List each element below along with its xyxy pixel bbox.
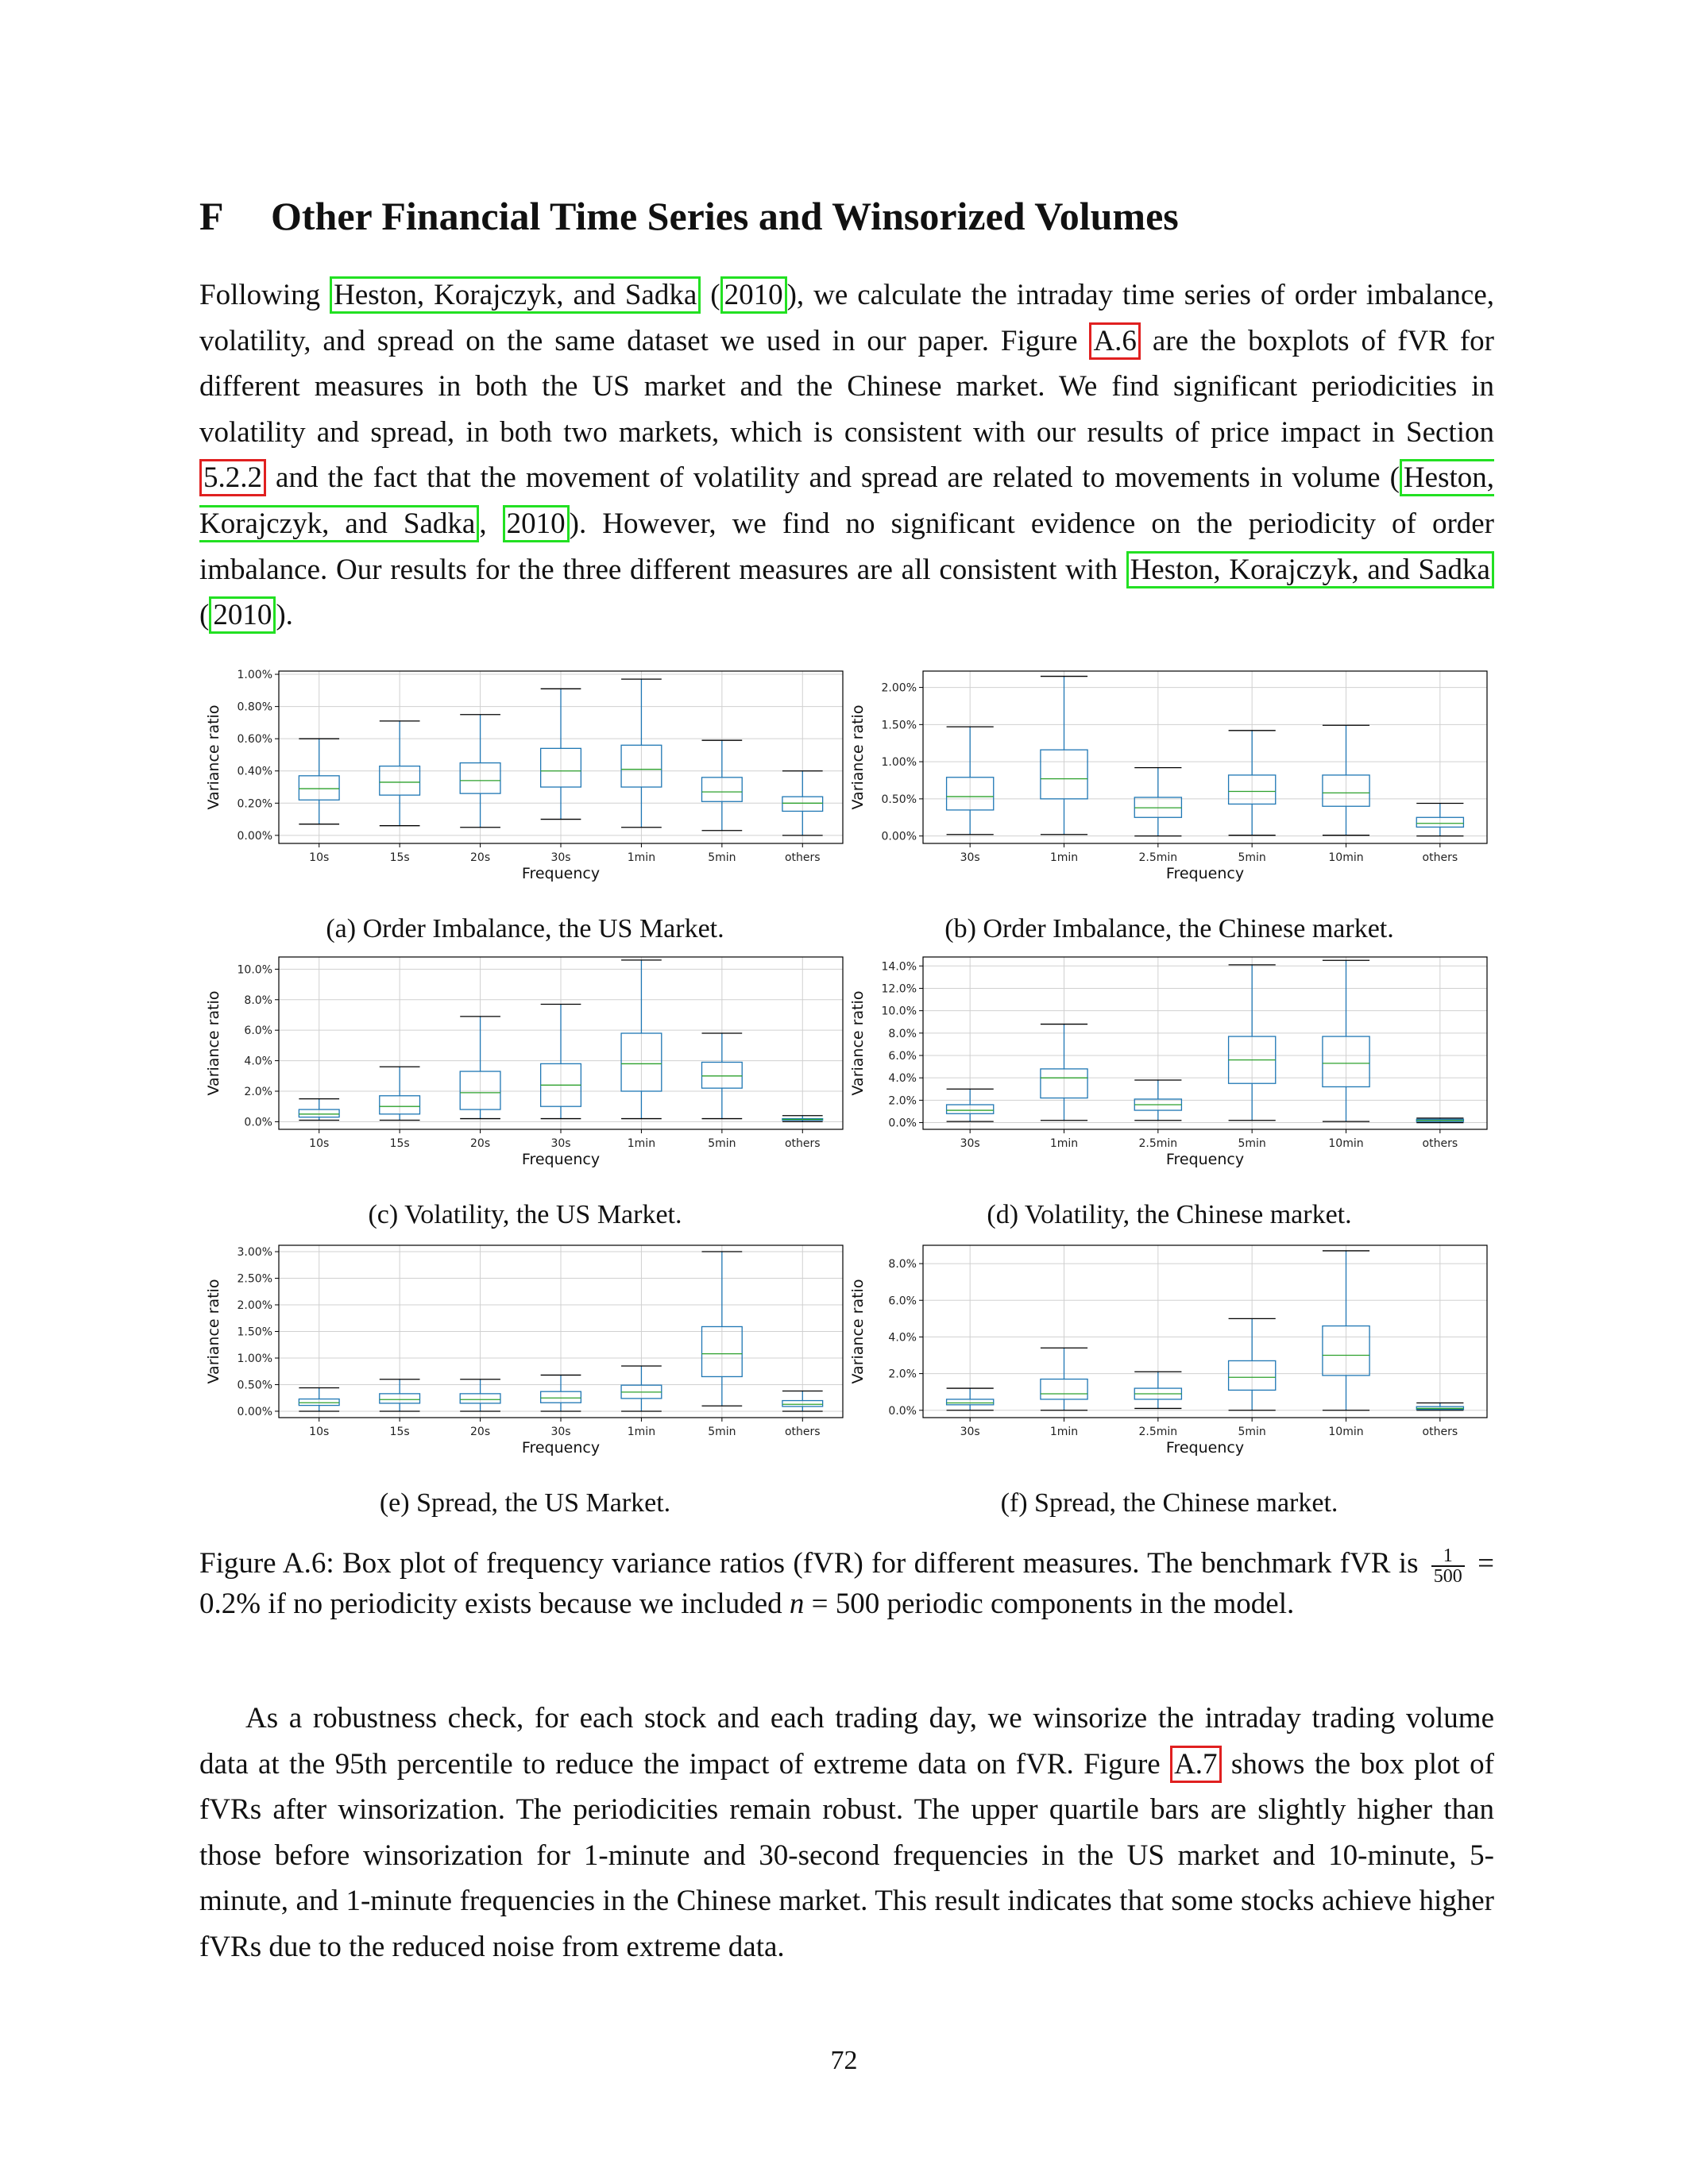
text-run: ( (701, 279, 720, 311)
y-tick-label: 8.0% (888, 1258, 917, 1271)
x-axis-label: Frequency (1165, 865, 1245, 882)
x-tick-label: 30s (550, 1426, 571, 1438)
subcaption-b: (b) Order Imbalance, the Chinese market. (944, 914, 1394, 943)
y-tick-label: 2.0% (244, 1085, 272, 1098)
y-tick-label: 2.00% (237, 1299, 272, 1313)
x-tick-label: others (1422, 1137, 1458, 1150)
plot-frame (923, 671, 1487, 843)
text-run: ( (199, 599, 210, 632)
x-tick-label: 10s (309, 1426, 330, 1438)
x-tick-label: 15s (389, 1426, 410, 1438)
x-tick-label: 5min (1238, 851, 1266, 864)
x-tick-label: 10min (1328, 851, 1364, 864)
y-tick-label: 4.0% (888, 1072, 917, 1086)
box-10s (299, 1099, 339, 1121)
box-others (782, 1116, 823, 1122)
text-run: As a robustness check, for each stock and each trading day, we winsorize the intraday trading volume data at the 95th percentile to reduce the impact of extreme data on fVR. Figure (199, 1702, 1494, 1781)
y-tick-label: 3.00% (237, 1246, 272, 1260)
x-tick-label: 20s (470, 1426, 491, 1438)
math-variable: n (789, 1587, 805, 1620)
citation-year-link[interactable]: 2010 (209, 596, 276, 634)
text-run: ). (276, 599, 293, 632)
section-ref-link[interactable]: 5.2.2 (199, 459, 266, 496)
figure-ref-link[interactable]: A.7 (1170, 1746, 1221, 1783)
y-tick-label: 6.0% (888, 1050, 917, 1063)
x-tick-label: others (784, 1426, 821, 1438)
y-tick-label: 0.80% (237, 700, 272, 714)
boxplot-svg (844, 945, 1495, 1207)
boxplot-svg (844, 1233, 1495, 1495)
chart-spread-us (199, 1233, 851, 1495)
y-tick-label: 4.0% (244, 1055, 272, 1068)
page-number: 72 (830, 2046, 858, 2075)
x-tick-label: 5min (1238, 1426, 1266, 1438)
y-tick-label: 8.0% (244, 994, 272, 1007)
y-tick-label: 10.0% (881, 1005, 917, 1018)
y-tick-label: 2.0% (888, 1094, 917, 1108)
boxplot-svg (199, 1233, 851, 1495)
y-tick-label: 10.0% (237, 963, 272, 977)
x-tick-label: others (1422, 1426, 1458, 1438)
subcaption-a: (a) Order Imbalance, the US Market. (326, 914, 724, 943)
subcaption-f: (f) Spread, the Chinese market. (1000, 1488, 1338, 1518)
subcaption-e: (e) Spread, the US Market. (379, 1488, 671, 1518)
x-tick-label: others (784, 1137, 821, 1150)
fraction (1431, 1546, 1465, 1586)
fraction-denominator: 500 (1433, 1565, 1462, 1587)
y-axis-label: Variance ratio (205, 1279, 222, 1384)
y-tick-label: 1.50% (881, 719, 917, 732)
x-tick-label: 20s (470, 1137, 491, 1150)
x-tick-label: 10s (309, 1137, 330, 1150)
y-tick-label: 0.50% (237, 1379, 272, 1392)
x-tick-label: 5min (708, 851, 736, 864)
text-run: = 0.2% if no periodicity exists because we included (199, 1547, 1494, 1620)
x-axis-label: Frequency (1165, 1439, 1245, 1457)
box-others (782, 771, 823, 835)
y-tick-label: 0.0% (888, 1117, 917, 1130)
x-tick-label: 5min (708, 1137, 736, 1150)
y-tick-label: 14.0% (881, 960, 917, 974)
intro-paragraph (199, 272, 1494, 639)
y-tick-label: 2.00% (881, 681, 917, 695)
y-axis-label: Variance ratio (849, 704, 867, 810)
citation-year-link[interactable]: 2010 (503, 505, 570, 542)
citation-link[interactable]: Heston, Korajczyk, and Sadka (199, 459, 1494, 542)
y-tick-label: 0.00% (237, 1405, 272, 1418)
subcaption-d: (d) Volatility, the Chinese market. (987, 1200, 1352, 1229)
plot-frame (923, 1245, 1487, 1418)
x-tick-label: 30s (550, 851, 571, 864)
x-tick-label: 15s (389, 851, 410, 864)
citation-year-link[interactable]: 2010 (720, 276, 787, 314)
x-tick-label: 1min (627, 1137, 656, 1150)
box-others (1416, 1118, 1463, 1123)
text-run: = 500 periodic components in the model. (804, 1587, 1295, 1620)
x-tick-label: 10min (1328, 1426, 1364, 1438)
figure-caption (199, 1545, 1494, 1623)
x-axis-label: Frequency (521, 1439, 601, 1457)
y-axis-label: Variance ratio (205, 704, 222, 810)
y-tick-label: 1.00% (237, 1352, 272, 1365)
text-run: are the boxplots of fVR for different measures in both the US market and the Chinese market. We find significant periodicities in volatility and spread, in both two markets, which is consistent with our results of price impact in Section (199, 324, 1494, 449)
chart-volatility-us (199, 945, 851, 1207)
section-heading (199, 191, 1502, 241)
x-tick-label: 1min (627, 851, 656, 864)
x-axis-label: Frequency (1165, 1151, 1245, 1168)
x-tick-label: 1min (627, 1426, 656, 1438)
text-run: and the fact that the movement of volatility and spread are related to movements in volume ( (266, 461, 1400, 495)
chart-spread-cn (844, 1233, 1495, 1495)
section-title: Other Financial Time Series and Winsorized Volumes (271, 194, 1179, 238)
x-tick-label: others (784, 851, 821, 864)
x-tick-label: 2.5min (1138, 851, 1178, 864)
x-axis-label: Frequency (521, 865, 601, 882)
x-tick-label: 30s (960, 1426, 980, 1438)
x-tick-label: others (1422, 851, 1458, 864)
boxplot-svg (199, 659, 851, 921)
y-tick-label: 0.50% (881, 793, 917, 806)
y-tick-label: 1.50% (237, 1325, 272, 1339)
x-tick-label: 2.5min (1138, 1137, 1178, 1150)
text-run: ). However, we find no significant evidence on the periodicity of order imbalance. Our results for the three different measures are all consistent with (199, 507, 1495, 586)
y-tick-label: 0.0% (888, 1404, 917, 1418)
citation-link[interactable]: Heston, Korajczyk, and Sadka (330, 276, 701, 314)
text-run: , (479, 507, 503, 540)
plot-frame (923, 957, 1487, 1129)
y-tick-label: 2.50% (237, 1272, 272, 1286)
section-number: F (199, 194, 224, 238)
x-tick-label: 30s (550, 1137, 571, 1150)
x-tick-label: 30s (960, 1137, 980, 1150)
x-tick-label: 2.5min (1138, 1426, 1178, 1438)
x-tick-label: 1min (1049, 851, 1079, 864)
x-tick-label: 5min (708, 1426, 736, 1438)
subcaption-c: (c) Volatility, the US Market. (368, 1200, 682, 1229)
box-1min (1041, 1348, 1087, 1410)
y-tick-label: 2.0% (888, 1368, 917, 1381)
box-5min (702, 1033, 743, 1119)
x-tick-label: 20s (470, 851, 491, 864)
figure-ref-link[interactable]: A.6 (1089, 322, 1140, 360)
y-tick-label: 0.40% (237, 765, 272, 778)
y-axis-label: Variance ratio (205, 990, 222, 1096)
y-tick-label: 0.00% (881, 830, 917, 843)
x-tick-label: 15s (389, 1137, 410, 1150)
y-tick-label: 12.0% (881, 982, 917, 996)
y-axis-label: Variance ratio (849, 1279, 867, 1384)
chart-volatility-cn (844, 945, 1495, 1207)
y-tick-label: 0.00% (237, 829, 272, 843)
y-tick-label: 0.20% (237, 797, 272, 811)
fraction-numerator: 1 (1431, 1546, 1465, 1567)
robustness-paragraph (199, 1696, 1494, 1970)
x-tick-label: 30s (960, 851, 980, 864)
y-tick-label: 0.60% (237, 733, 272, 747)
x-axis-label: Frequency (521, 1151, 601, 1168)
y-tick-label: 1.00% (237, 669, 272, 682)
y-tick-label: 1.00% (881, 756, 917, 770)
x-tick-label: 1min (1049, 1426, 1079, 1438)
x-tick-label: 10s (309, 851, 330, 864)
box-30s (947, 1388, 994, 1410)
text-run: shows the box plot of fVRs after winsorization. The periodicities remain robust. The upper quartile bars are slightly higher than those before winsorization for 1-minute and 30-second frequencies in the US market and 10-minute, 5-minute, and 1-minute frequencies in the Chinese market. This result indicates that some stocks achieve higher fVRs due to the reduced noise from extreme data. (199, 1747, 1494, 1963)
box-others (1416, 1403, 1463, 1410)
y-tick-label: 6.0% (244, 1024, 272, 1038)
boxplot-svg (844, 659, 1495, 921)
boxplot-svg (199, 945, 851, 1207)
x-tick-label: 5min (1238, 1137, 1266, 1150)
text-run: Following (199, 279, 330, 311)
x-tick-label: 1min (1049, 1137, 1079, 1150)
y-tick-label: 4.0% (888, 1331, 917, 1345)
chart-order-imbalance-us (199, 659, 851, 921)
chart-order-imbalance-cn (844, 659, 1495, 921)
y-tick-label: 0.0% (244, 1116, 272, 1129)
y-tick-label: 8.0% (888, 1027, 917, 1040)
y-tick-label: 6.0% (888, 1295, 917, 1308)
x-tick-label: 10min (1328, 1137, 1364, 1150)
text-run: Figure A.6: Box plot of frequency variance ratios (fVR) for different measures. The benchmark fVR is (199, 1547, 1427, 1580)
y-axis-label: Variance ratio (849, 990, 867, 1096)
text-run: ), we calculate the intraday time series of order imbalance, volatility, and spread on the same dataset we used in our paper. Figure (199, 279, 1495, 357)
citation-link[interactable]: Heston, Korajczyk, and Sadka (1126, 551, 1494, 588)
